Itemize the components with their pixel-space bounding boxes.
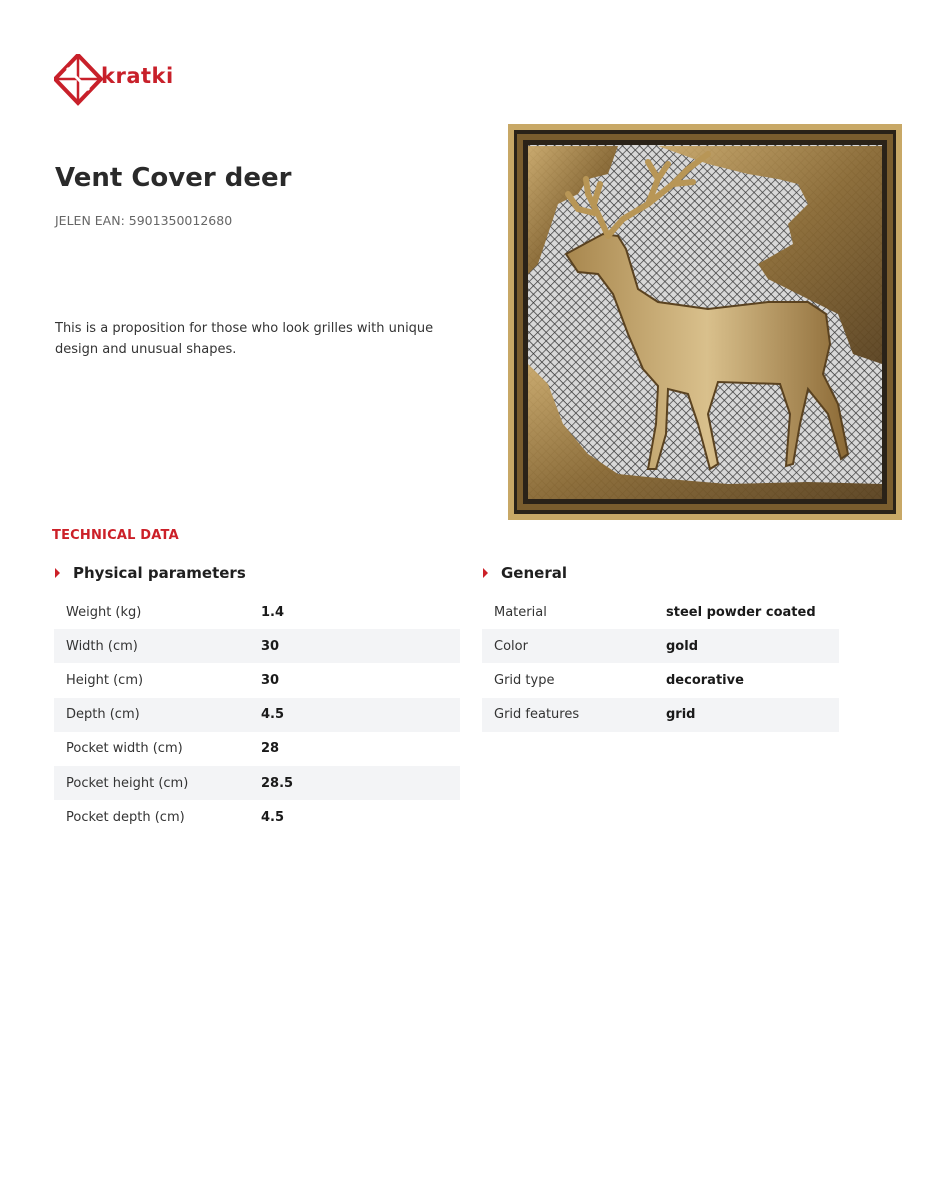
row-label: Grid features [482, 698, 654, 732]
row-value: steel powder coated [666, 604, 816, 620]
table-row [54, 766, 460, 800]
kratki-logo-icon [54, 54, 104, 106]
physical-parameters-title [54, 560, 460, 586]
physical-parameters-group [54, 560, 460, 834]
row-label: Material [494, 604, 547, 620]
technical-data-heading: TECHNICAL DATA [52, 528, 179, 543]
row-value: 4.5 [249, 698, 460, 732]
row-label: Height (cm) [66, 672, 144, 688]
table-row [54, 732, 460, 766]
row-label: Pocket height (cm) [54, 766, 249, 800]
general-title [482, 560, 839, 586]
table-row [54, 698, 460, 732]
row-label: Pocket width (cm) [66, 741, 183, 757]
row-value: 30 [261, 672, 280, 688]
row-value: decorative [666, 672, 744, 688]
row-value: 4.5 [261, 809, 285, 825]
general-table [482, 595, 839, 732]
physical-parameters-table [54, 595, 460, 834]
caret-right-icon [483, 568, 488, 578]
row-label: Color [482, 629, 654, 663]
row-value: grid [654, 698, 839, 732]
row-label: Grid type [494, 672, 555, 688]
row-value: gold [654, 629, 839, 663]
table-row [54, 800, 460, 834]
brand-logo [54, 54, 206, 106]
caret-right-icon [55, 568, 60, 578]
product-description: This is a proposition for those who look grilles with unique design and unusual shapes. [55, 321, 434, 357]
general-group [482, 560, 839, 732]
row-value: 1.4 [261, 604, 285, 620]
table-row [482, 698, 839, 732]
table-row [54, 663, 460, 697]
row-label: Depth (cm) [54, 698, 249, 732]
product-photo [508, 124, 902, 520]
row-label: Pocket depth (cm) [66, 809, 185, 825]
table-row [54, 595, 460, 629]
general-label: General [501, 564, 567, 582]
product-ean: JELEN EAN: 5901350012680 [55, 213, 233, 228]
brand-name: kratki [101, 64, 174, 88]
table-row [482, 663, 839, 697]
row-label: Width (cm) [54, 629, 249, 663]
row-value: 28.5 [249, 766, 460, 800]
physical-parameters-label: Physical parameters [73, 564, 246, 582]
table-row [54, 629, 460, 663]
row-value: 28 [261, 741, 280, 757]
row-value: 30 [249, 629, 460, 663]
page-title: Vent Cover deer [55, 163, 292, 193]
table-row [482, 595, 839, 629]
row-label: Weight (kg) [66, 604, 142, 620]
table-row [482, 629, 839, 663]
